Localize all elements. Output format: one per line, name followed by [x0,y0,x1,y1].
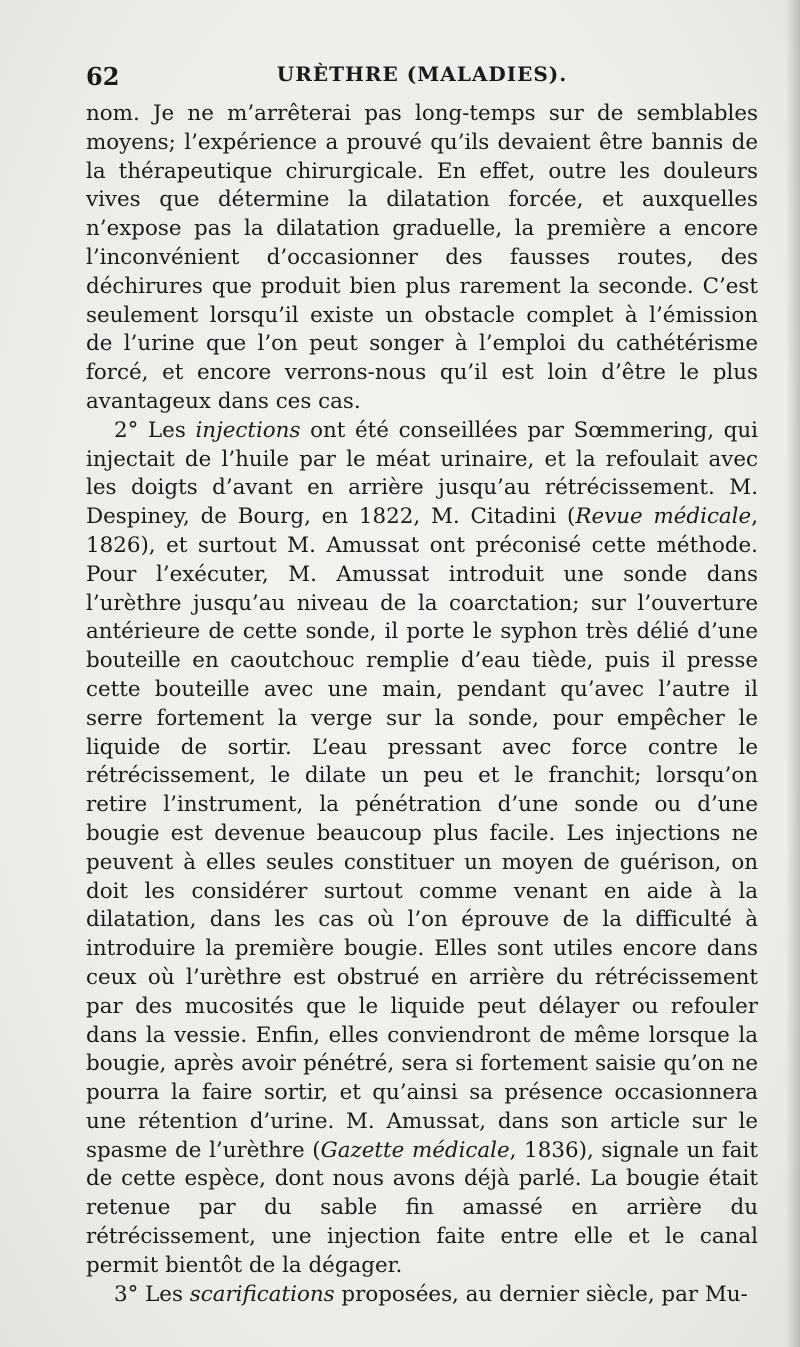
page-number: 62 [86,62,120,91]
text-segment: , 1836), signale un fait de cette espèce, dont nous avons déjà parlé. La bougie était retenue par du sable fin amassé en arrière du rétrécissement, une injection faite entre elle et le canal permit bientôt de la dégager. [86,1137,758,1278]
paragraph-1 [86,100,758,417]
text-segment: 2° Les [114,417,196,443]
text-segment: , 1826), et surtout M. Amussat ont préconisé cette méthode. Pour l’exécuter, M. Amussat introduit une sonde dans l’urèthre jusqu’au niveau de la coarctation; sur l’ouverture antérieure de cette sonde, il porte le syphon très délié d’une bouteille en caoutchouc remplie d’eau tiède, puis il presse cette bouteille avec une main, pendant qu’avec l’autre il serre fortement la verge sur la sonde, pour empêcher le liquide de sortir. L’eau pressant avec force contre le rétrécissement, le dilate un peu et le franchit; lorsqu’on retire l’instrument, la pénétration d’une sonde ou d’une bougie est devenue beaucoup plus facile. Les injections ne peuvent à elles seules constituer un moyen de guérison, on doit les considérer surtout comme venant en aide à la dilatation, dans les cas où l’on éprouve de la difficulté à introduire la première bougie. Elles sont utiles encore dans ceux où l’urèthre est obstrué en arrière du rétrécissement par des mucosités que le liquide peut délayer ou refouler dans la vessie. Enfin, elles conviendront de même lorsque la bougie, après avoir pénétré, sera si fortement saisie qu’on ne pourra la faire sortir, et qu’ainsi sa présence occasionnera une rétention d’urine. M. Amussat, dans son article sur le spasme de l’urèthre ( [86,504,758,1163]
page-edge-shadow [786,0,800,1347]
page-header [86,62,758,96]
italic-citation-revue-medicale: Revue médicale [575,504,752,530]
paragraph-3 [86,1281,758,1310]
paragraph-2 [86,417,758,1281]
text-segment: ont été conseillées par Sœmmering, qui injectait de l’huile par le méat urinaire, et la refoulait avec les doigts d’avant en arrière jusqu’au rétrécissement. M. Despiney, de Bourg, en 1822, M. Citadini ( [86,417,758,530]
italic-term-scarifications: scarifications [189,1281,335,1307]
text-segment: proposées, au dernier siècle, par Mu- [334,1281,748,1307]
italic-term-injections: injections [195,417,301,443]
text-segment: 3° Les [114,1281,190,1307]
italic-citation-gazette-medicale: Gazette médicale [320,1137,510,1163]
text-segment: nom. Je ne m’arrêterai pas long-temps sur de semblables moyens; l’expérience a prouvé qu’ils devaient être bannis de la thérapeutique chirurgicale. En effet, outre les douleurs vives que détermine la dilatation forcée, et auxquelles n’expose pas la dilatation graduelle, la première a encore l’inconvénient d’occasionner des fausses routes, des déchirures que produit bien plus rarement la seconde. C’est seulement lorsqu’il existe un obstacle complet à l’émission de l’urine que l’on peut songer à l’emploi du cathétérisme forcé, et encore verrons-nous qu’il est loin d’être le plus avantageux dans ces cas. [86,101,758,414]
running-title: URÈTHRE (MALADIES). [276,62,568,86]
body-text [86,100,758,1309]
